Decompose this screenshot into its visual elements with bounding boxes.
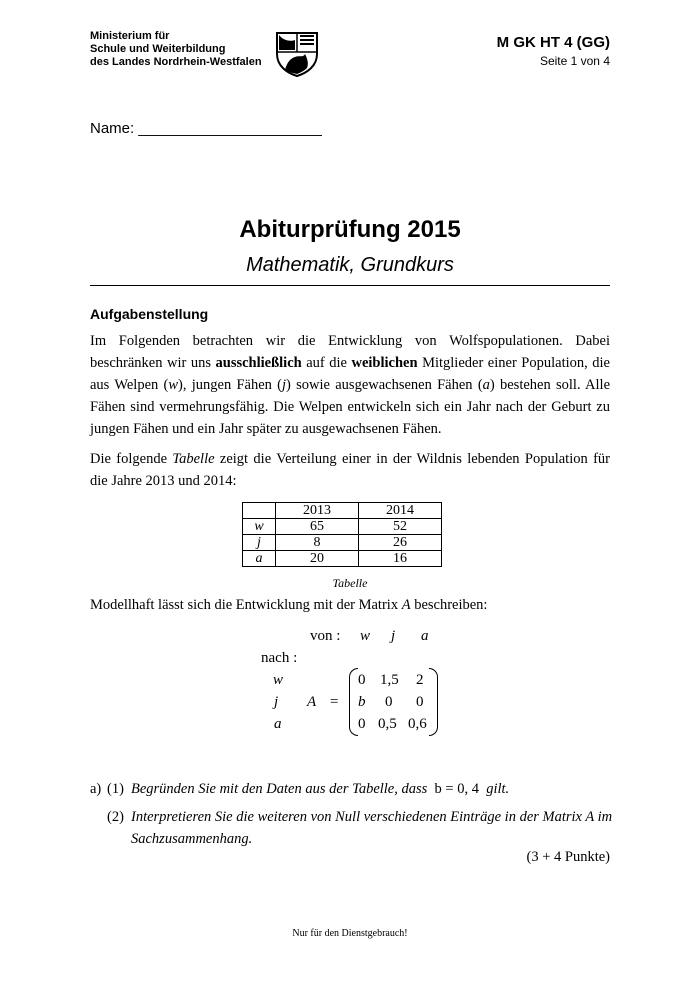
matrix-name: A xyxy=(307,694,317,710)
matrix-to-label: nach : xyxy=(261,650,298,666)
task-a-label: a) xyxy=(90,781,102,797)
matrix-row-label: w xyxy=(273,672,284,688)
exam-code: M GK HT 4 (GG) xyxy=(496,34,610,51)
task-a1-formula: b = 0, 4 xyxy=(434,781,479,797)
table-row-label: a xyxy=(243,551,276,567)
table-cell: 65 xyxy=(276,519,359,535)
table-header-cell xyxy=(243,503,276,519)
matrix-row-label: j xyxy=(274,694,279,710)
matrix-right-bracket xyxy=(429,668,438,736)
task-a2-text-line2: Sachzusammenhang. xyxy=(131,831,253,847)
ministry-line: Ministerium für xyxy=(90,30,170,42)
task-a2-label: (2) xyxy=(107,809,124,825)
footer-note: Nur für den Dienstgebrauch! xyxy=(292,928,408,939)
coat-of-arms-icon xyxy=(273,30,321,78)
matrix-row-label: a xyxy=(274,716,282,732)
ministry-line: des Landes Nordrhein-Westfalen xyxy=(90,56,262,68)
matrix-cell: 0,6 xyxy=(408,716,427,732)
ministry-line: Schule und Weiterbildung xyxy=(90,43,226,55)
table-header-cell: 2014 xyxy=(359,503,442,519)
table-row xyxy=(243,551,442,567)
task-a1-label: (1) xyxy=(107,781,124,797)
matrix-cell: 0 xyxy=(385,694,393,710)
intro-paragraph: Im Folgenden betrachten wir die Entwicklung von Wolfspopulationen. Dabei beschränken wir uns ausschließlich auf die weiblichen Mitglieder einer Population, die aus Welpen (w), jungen Fähen (j) sowie ausgewachsenen Fähen (a) bestehen soll. Alle Fähen sind vermehrungsfähig. Die Welpen entwickeln sich ein Jahr nach der Geburt zu jungen Fähen und ein Jahr später zu ausgewachsenen Fähen. xyxy=(90,333,610,437)
table-cell: 52 xyxy=(359,519,442,535)
task-points: (3 + 4 Punkte) xyxy=(526,849,610,865)
task-a1-text: Begründen Sie mit den Daten aus der Tabelle, dass b = 0, 4 gilt. xyxy=(131,781,510,797)
matrix-equals: = xyxy=(330,694,339,710)
table-header-cell: 2013 xyxy=(276,503,359,519)
matrix-cell: 0 xyxy=(358,716,366,732)
matrix-left-bracket xyxy=(349,668,358,736)
matrix-cell: b xyxy=(358,694,366,710)
population-table xyxy=(242,502,442,567)
matrix-intro-paragraph: Modellhaft lässt sich die Entwicklung mit der Matrix A beschreiben: xyxy=(90,597,488,613)
matrix-cell: 0 xyxy=(416,694,424,710)
ministry-name xyxy=(90,30,262,69)
matrix-cell: 0 xyxy=(358,672,366,688)
table-row-label: j xyxy=(243,535,276,551)
table-header-row xyxy=(243,503,442,519)
page-info: Seite 1 von 4 xyxy=(539,54,610,68)
table-row xyxy=(243,535,442,551)
name-field: Name: ______________________ xyxy=(90,120,322,137)
table-row-label: w xyxy=(243,519,276,535)
table-caption: Tabelle xyxy=(332,576,368,590)
table-intro-paragraph: Die folgende Tabelle zeigt die Verteilung einer in der Wildnis lebenden Population für die Jahre 2013 und 2014: xyxy=(90,451,610,489)
table-cell: 16 xyxy=(359,551,442,567)
page-subtitle: Mathematik, Grundkurs xyxy=(246,254,454,276)
matrix-col-label: j xyxy=(391,628,396,644)
section-heading: Aufgabenstellung xyxy=(90,306,209,322)
matrix-col-label: a xyxy=(421,628,429,644)
matrix-cell: 1,5 xyxy=(380,672,399,688)
matrix-from-label: von : xyxy=(310,628,341,644)
table-cell: 20 xyxy=(276,551,359,567)
matrix-col-label: w xyxy=(360,628,371,644)
matrix-cell: 2 xyxy=(416,672,424,688)
title-divider xyxy=(90,285,610,286)
table-row xyxy=(243,519,442,535)
table-cell: 26 xyxy=(359,535,442,551)
task-a2-text-line1: Interpretieren Sie die weiteren von Null verschiedenen Einträge in der Matrix A im xyxy=(131,809,613,825)
page-title: Abiturprüfung 2015 xyxy=(239,216,461,243)
table-cell: 8 xyxy=(276,535,359,551)
matrix-cell: 0,5 xyxy=(378,716,397,732)
